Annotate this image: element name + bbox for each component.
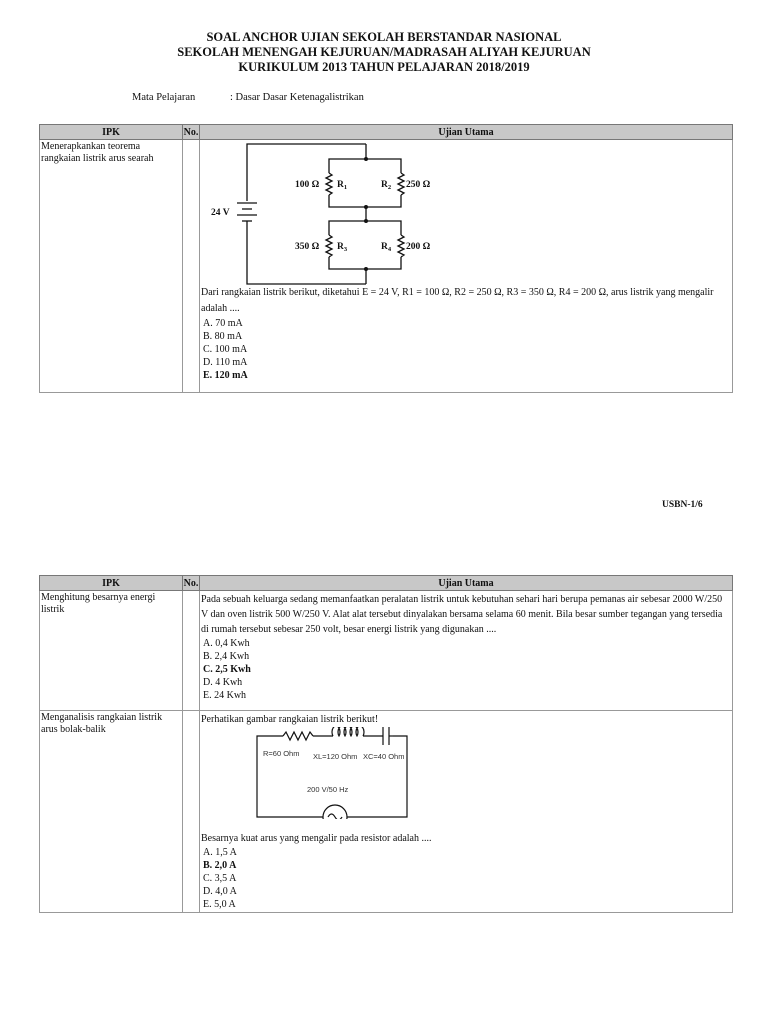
q2-option-a: A. 0,4 Kwh (203, 638, 250, 649)
r4-label: $R_4$ (381, 242, 392, 253)
header-main: Ujian Utama (200, 125, 733, 140)
q2-option-e: E. 24 Kwh (203, 690, 247, 701)
header-ipk: IPK (40, 576, 183, 591)
question-table-1 (39, 124, 733, 393)
source-label: 200 V/50 Hz (307, 785, 349, 794)
q3-question-text: Besarnya kuat arus yang mengalir pada resistor adalah .... (201, 833, 432, 844)
r3-value: 350 Ω (295, 242, 320, 252)
dc-circuit-diagram (201, 141, 501, 285)
q3-option-b: B. 2,0 A (203, 860, 237, 871)
q1-no (183, 140, 200, 393)
q2-content (200, 591, 733, 711)
battery-voltage: 24 V (211, 208, 230, 218)
header-line-3: KURIKULUM 2013 TAHUN PELAJARAN 2018/2019 (238, 60, 530, 74)
header-ipk: IPK (40, 125, 183, 140)
xc-label: XC=40 Ohm (363, 752, 405, 761)
header-no: No. (183, 577, 199, 589)
header-main: Ujian Utama (200, 576, 733, 591)
document-header (0, 30, 768, 75)
r4-value: 200 Ω (406, 242, 431, 252)
q1-option-b: B. 80 mA (203, 331, 243, 342)
q2-question-text: Pada sebuah keluarga sedang memanfaatkan peralatan listrik untuk kebutuhan sehari hari berupa pemanas air sebesar 2000 W/250 V dan oven listrik 500 W/250 V. Alat alat tersebut dinyalakan bersama selama 60 menit. Bila besar sumber tegangan yang tersedia di rumah tersebut sebesar 250 volt, besar energi listrik yang digunakan .... (201, 594, 723, 635)
q1-question-text: Dari rangkaian listrik berikut, diketahui E = 24 V, R1 = 100 Ω, R2 = 250 Ω, R3 = 350 Ω, R4 = 200 Ω, arus listrik yang mengalir adalah .... (201, 287, 714, 314)
r1-value: 100 Ω (295, 180, 320, 190)
header-line-1: SOAL ANCHOR UJIAN SEKOLAH BERSTANDAR NASIONAL (206, 30, 562, 44)
subject-line (132, 92, 364, 103)
r2-value: 250 Ω (406, 180, 431, 190)
q1-content (200, 140, 733, 393)
q3-option-a: A. 1,5 A (203, 847, 237, 858)
r3-label: $R_3$ (337, 242, 348, 253)
q3-intro-text: Perhatikan gambar rangkaian listrik berikut! (201, 714, 379, 725)
q1-option-a: A. 70 mA (203, 318, 243, 329)
question-table-2 (39, 575, 733, 913)
q3-option-e: E. 5,0 A (203, 899, 236, 910)
subject-value: : Dasar Dasar Ketenagalistrikan (230, 92, 364, 103)
q2-option-b: B. 2,4 Kwh (203, 651, 250, 662)
q1-option-c: C. 100 mA (203, 344, 248, 355)
q3-content (200, 711, 733, 913)
r1-label: $R_1$ (337, 180, 348, 191)
ac-circuit-diagram (253, 727, 483, 819)
q1-option-e: E. 120 mA (203, 370, 248, 381)
header-line-2: SEKOLAH MENENGAH KEJURUAN/MADRASAH ALIYAH KEJURUAN (177, 45, 591, 59)
header-no: No. (183, 126, 199, 138)
q3-option-c: C. 3,5 A (203, 873, 237, 884)
q1-ipk: Menerapkankan teorema rangkaian listrik arus searah (40, 140, 183, 393)
page-code: USBN-1/6 (662, 500, 703, 510)
q2-option-c: C. 2,5 Kwh (203, 664, 251, 675)
q2-ipk: Menghitung besarnya energi listrik (40, 591, 183, 711)
q1-option-d: D. 110 mA (203, 357, 248, 368)
xl-label: XL=120 Ohm (313, 752, 358, 761)
q2-option-d: D. 4 Kwh (203, 677, 243, 688)
q2-no (183, 591, 200, 711)
q3-no (183, 711, 200, 913)
r-label: R=60 Ohm (263, 749, 300, 758)
q3-ipk: Menganalisis rangkaian listrik arus bolak-balik (40, 711, 183, 913)
subject-label: Mata Pelajaran (132, 92, 196, 103)
q3-option-d: D. 4,0 A (203, 886, 237, 897)
r2-label: $R_2$ (381, 180, 392, 191)
